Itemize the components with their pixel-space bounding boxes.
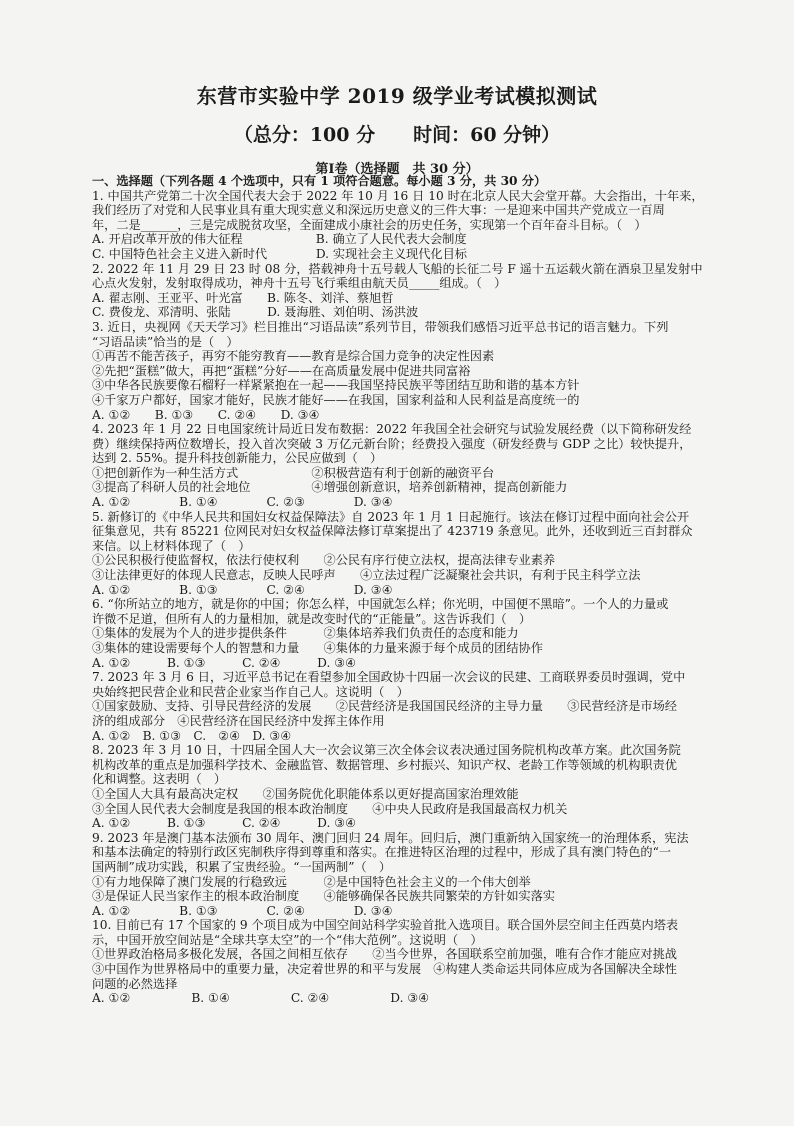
question-line: 年，二是______，三是完成脱贫攻坚，全面建成小康社会的历史任务，实现第一个百年奋斗目标。（ ） xyxy=(92,217,647,232)
question-line: 7. 2023 年 3 月 6 日，习近平总书记在看望参加全国政协十四届一次会议的民建、工商联界委员时强调，党中 xyxy=(92,670,686,685)
question-line: 和基本法确定的特别行政区宪制秩序得到尊重和落实。在推进特区治理的过程中，形成了具有澳门特色的“一 xyxy=(92,845,672,860)
question-line: ①有力地保障了澳门发展的行稳致远 ②是中国特色社会主义的一个伟大创举 xyxy=(92,874,531,889)
question-line: 6. “你所站立的地方，就是你的中国；你怎么样，中国就怎么样；你光明，中国便不黑暗”。一个人的力量或 xyxy=(92,597,669,612)
question-line: 4. 2023 年 1 月 22 日电国家统计局近日发布数据：2022 年我国全社会研究与试验发展经费（以下简称研发经 xyxy=(92,422,692,437)
question-line: 5. 新修订的《中华人民共和国妇女权益保障法》自 2023 年 1 月 1 日起施行。该法在修订过程中面向社会公开 xyxy=(92,509,690,524)
part-heading: 第Ⅰ卷（选择题 共 30 分） xyxy=(315,162,479,177)
question-line: 达到 2. 55%。提升科技创新能力，公民应做到（ ） xyxy=(92,451,383,466)
question-line: 2. 2022 年 11 月 29 日 23 时 08 分，搭载神舟十五号载人飞船的长征二号 F 遥十五运载火箭在酒泉卫星发射中 xyxy=(92,261,703,276)
question-line: 我们经历了对党和人民事业具有重大现实意义和深远历史意义的三件大事：一是迎来中国共产党成立一百周 xyxy=(92,203,665,218)
question-line: ③提高了科研人员的社会地位 ④增强创新意识，培养创新精神，提高创新能力 xyxy=(92,480,568,495)
question-line: A. ①② B. ①④ C. ②③ D. ③④ xyxy=(92,495,393,510)
question-line: ①公民积极行使监督权，依法行使权利 ②公民有序行使立法权，提高法律专业素养 xyxy=(92,553,556,568)
exam-title: 东营市实验中学 2019 级学业考试模拟测试 xyxy=(196,84,598,108)
question-line: A. ①② B. ①③ C. ②④ D. ③④ xyxy=(92,407,320,422)
exam-subtitle: （总分：100 分 时间：60 分钟） xyxy=(233,124,561,146)
question-line: ④千家万户都好，国家才能好，民族才能好——在我国，国家利益和人民利益是高度统一的 xyxy=(92,392,580,407)
question-line: 征集意见，共有 85221 位网民对妇女权益保障法修订草案提出了 423719 条意见。此外，还收到近三百封群众 xyxy=(92,524,693,539)
question-line: ②先把“蛋糕”做大，再把“蛋糕”分好——在高质量发展中促进共同富裕 xyxy=(92,363,471,378)
question-line: A. ①② B. ①③ C. ②④ D. ③④ xyxy=(92,816,357,831)
question-line: 示，中国开放空间站是“全球共享太空”的一个“伟大范例”。这说明（ ） xyxy=(92,932,483,947)
question-line: ①集体的发展为个人的进步提供条件 ②集体培养我们负责任的态度和能力 xyxy=(92,626,519,641)
question-line: 化和调整。这表明（ ） xyxy=(92,772,227,787)
question-line: 国两制”成功实践，积累了宝贵经验。“一国两制”（ ） xyxy=(92,859,392,874)
question-line: 来信。以上材料体现了（ ） xyxy=(92,538,251,553)
question-line: A. 开启改革开放的伟大征程 B. 确立了人民代表大会制度 xyxy=(92,232,467,247)
question-line: 3. 近日，央视网《天天学习》栏目推出“习语品读”系列节目，带领我们感悟习近平总书记的语言魅力。下列 xyxy=(92,319,669,334)
question-line: ③中华各民族要像石榴籽一样紧紧抱在一起——我国坚持民族平等团结互助和谐的基本方针 xyxy=(92,378,580,393)
question-line: ①把创新作为一种生活方式 ②积极营造有利于创新的融资平台 xyxy=(92,465,495,480)
question-line: A. ①② B. ①③ C. ②④ D. ③④ xyxy=(92,655,357,670)
question-line: A. ①② B. ①③ C. ②④ D. ③④ xyxy=(92,728,292,743)
question-line: C. 中国特色社会主义进入新时代 D. 实现社会主义现代化目标 xyxy=(92,246,467,261)
question-line: ①再苦不能苦孩子，再穷不能穷教育——教育是综合国力竞争的决定性因素 xyxy=(92,349,495,364)
question-line: 8. 2023 年 3 月 10 日，十四届全国人大一次会议第三次全体会议表决通过国务院机构改革方案。此次国务院 xyxy=(92,743,681,758)
question-line: “习语品读”恰当的是（ ） xyxy=(92,334,239,349)
question-line: 心点火发射，发射取得成功，神舟十五号飞行乘组由航天员_____组成。（ ） xyxy=(92,276,507,291)
question-line: 许微不足道，但所有人的力量相加，就是改变时代的“正能量”。这告诉我们（ ） xyxy=(92,611,532,626)
question-line: ③全国人民代表大会制度是我国的根本政治制度 ④中央人民政府是我国最高权力机关 xyxy=(92,801,568,816)
question-line: 问题的必然选择 xyxy=(92,976,178,991)
question-line: A. ①② B. ①③ C. ②④ D. ③④ xyxy=(92,903,393,918)
question-line: ③中国作为世界格局中的重要力量，决定着世界的和平与发展 ④构建人类命运共同体应成为各国解决全球性 xyxy=(92,962,677,977)
question-line: 1. 中国共产党第二十次全国代表大会于 2022 年 10 月 16 日 10 时在北京人民大会堂开幕。大会指出，十年来， xyxy=(92,188,704,203)
question-line: 费）继续保持两位数增长，投入首次突破 3 万亿元新台阶；经费投入强度（研发经费与 GDP 之比）较快提升， xyxy=(92,436,692,451)
question-line: ③集体的建设需要每个人的智慧和力量 ④集体的力量来源于每个成员的团结协作 xyxy=(92,641,543,655)
question-line: 央始终把民营企业和民营企业家当作自己人。这说明（ ） xyxy=(92,684,409,699)
question-line: ③是保证人民当家作主的根本政治制度 ④能够确保各民族共同繁荣的方针如实落实 xyxy=(92,889,556,904)
question-line: A. 翟志刚、王亚平、叶光富 B. 陈冬、刘洋、蔡旭哲 xyxy=(92,290,394,305)
question-content xyxy=(92,174,768,1006)
question-line: ①国家鼓励、支持、引导民营经济的发展 ②民营经济是我国国民经济的主导力量 ③民营经济是市场经 xyxy=(92,699,677,714)
question-line: C. 费俊龙、邓清明、张陆 D. 聂海胜、刘伯明、汤洪波 xyxy=(92,305,419,320)
section-heading: 一、选择题（下列各题 4 个选项中，只有 1 项符合题意。每小题 3 分，共 30 分） xyxy=(92,174,547,188)
question-line: A. ①② B. ①③ C. ②④ D. ③④ xyxy=(92,582,393,597)
question-line: ①全国人大具有最高决定权 ②国务院优化职能体系以更好提高国家治理效能 xyxy=(92,786,519,801)
question-line: ③让法律更好的体现人民意志，反映人民呼声 ④立法过程广泛凝聚社会共识，有利于民主科学立法 xyxy=(92,568,641,583)
question-line: 9. 2023 年是澳门基本法颁布 30 周年、澳门回归 24 周年。回归后，澳门重新纳入国家统一的治理体系，宪法 xyxy=(92,830,689,845)
question-line: A. ①② B. ①④ C. ②④ D. ③④ xyxy=(92,991,430,1006)
question-line: ①世界政治格局多极化发展，各国之间相互依存 ②当今世界，各国联系空前加强，唯有合作才能应对挑战 xyxy=(92,947,677,962)
question-line: 10. 目前已有 17 个国家的 9 个项目成为中国空间站科学实验首批入选项目。联合国外层空间主任西莫内塔表 xyxy=(92,918,679,933)
question-line: 济的组成部分 ④民营经济在国民经济中发挥主体作用 xyxy=(92,713,385,728)
question-line: 机构改革的重点是加强科学技术、金融监管、数据管理、乡村振兴、知识产权、老龄工作等领域的机构职责优 xyxy=(92,757,677,772)
